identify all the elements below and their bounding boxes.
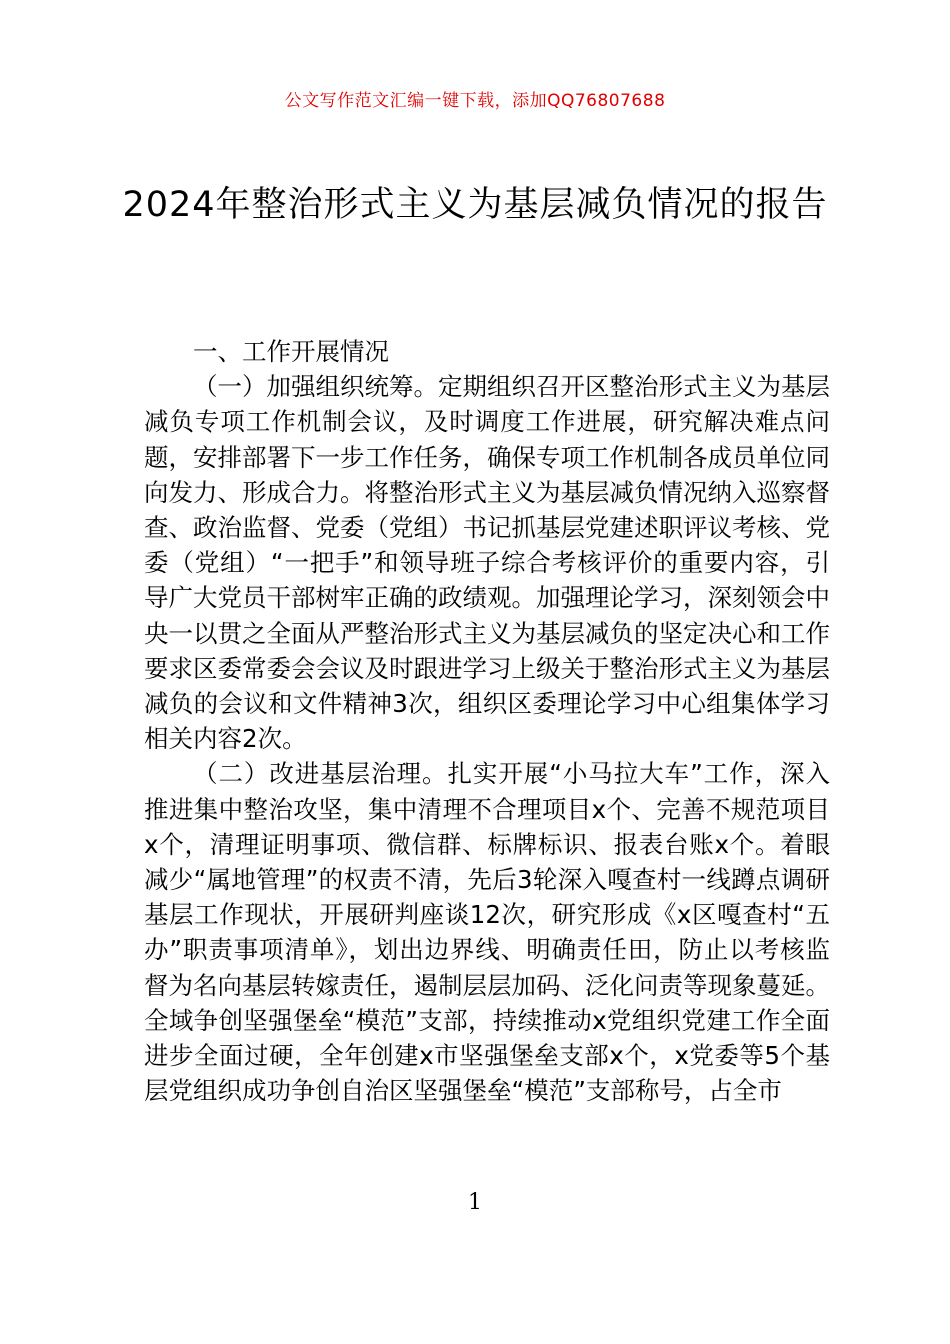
section-heading: 一、工作开展情况 [193,337,389,366]
document-title: 2024年整治形式主义为基层减负情况的报告 [122,185,828,225]
page-number: 1 [468,1190,482,1215]
paragraph: （一）加强组织统筹。定期组织召开区整治形式主义为基层减负专项工作机制会议，及时调度工作进展，研究解决难点问题，安排部署下一步工作任务，确保专项工作机制各成员单位同向发力、形成合力。将整治形式主义为基层减负情况纳入巡察督查、政治监督、党委（党组）书记抓基层党建述职评议考核、党委（党组）“一把手”和领导班子综合考核评价的重要内容，引导广大党员干部树牢正确的政绩观。加强理论学习，深刻领会中央一以贯之全面从严整治形式主义为基层减负的坚定决心和工作要求区委常委会会议及时跟进学习上级关于整治形式主义为基层减负的会议和文件精神3次，组织区委理论学习中心组集体学习相关内容2次。 [144,372,830,754]
paragraph: （二）改进基层治理。扎实开展“小马拉大车”工作，深入推进集中整治攻坚，集中清理不合理项目x个、完善不规范项目x个，清理证明事项、微信群、标牌标识、报表台账x个。着眼减少“属地管理”的权责不清，先后3轮深入嘎查村一线蹲点调研基层工作现状，开展研判座谈12次，研究形成《x区嘎查村“五办”职责事项清单》，划出边界线、明确责任田，防止以考核监督为名向基层转嫁责任，遏制层层加码、泛化问责等现象蔓延。全域争创坚强堡垒“模范”支部，持续推动x党组织党建工作全面进步全面过硬，全年创建x市坚强堡垒支部x个，x党委等5个基层党组织成功争创自治区坚强堡垒“模范”支部称号，占全市 [144,759,830,1106]
watermark-header: 公文写作范文汇编一键下载，添加QQ76807688 [284,91,666,111]
document-body [144,334,830,1108]
